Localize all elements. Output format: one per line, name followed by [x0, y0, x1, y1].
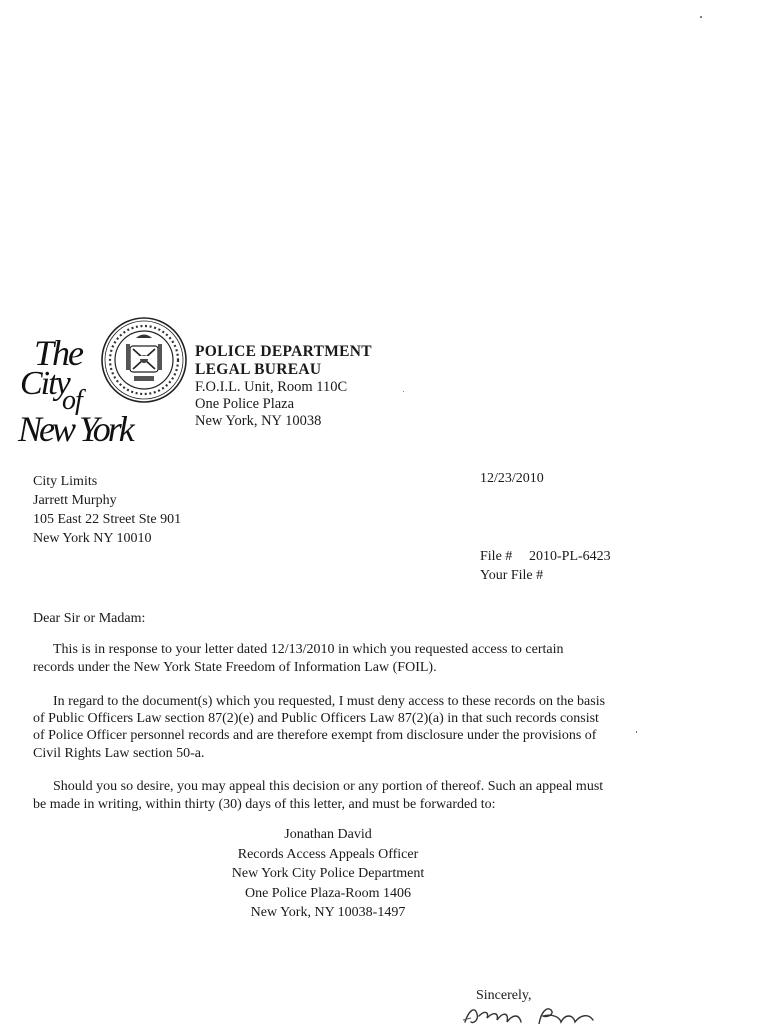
- salutation: Dear Sir or Madam:: [33, 611, 146, 626]
- sender-city: New York, NY 10038: [195, 413, 322, 429]
- sender-address: One Police Plaza: [195, 396, 295, 412]
- file-label: File #: [480, 549, 513, 564]
- bureau-name: LEGAL BUREAU: [195, 361, 322, 378]
- logo-line-the: The: [34, 333, 82, 373]
- appeals-officer-title: Records Access Appeals Officer: [237, 846, 419, 862]
- foil-unit: F.O.I.L. Unit, Room 110C: [195, 379, 348, 395]
- appeals-officer-city: New York, NY 10038-1497: [250, 905, 406, 921]
- paragraph-2-line-4: Civil Rights Law section 50-a.: [33, 746, 205, 761]
- logo-line-city: City: [20, 365, 69, 402]
- paragraph-1-line-2: records under the New York State Freedom of Information Law (FOIL).: [33, 660, 437, 675]
- recipient-city: New York NY 10010: [33, 531, 152, 546]
- signature-icon: [455, 1000, 615, 1024]
- recipient-organization: City Limits: [33, 474, 98, 489]
- appeals-officer-address: [198, 825, 458, 923]
- paragraph-3-line-1: Should you so desire, you may appeal this decision or any portion of thereof. Such an appeal must: [53, 779, 604, 794]
- scan-speck: [636, 731, 637, 733]
- closing: Sincerely,: [476, 988, 532, 1003]
- paragraph-3-line-2: be made in writing, within thirty (30) days of this letter, and must be forwarded to:: [33, 797, 496, 812]
- paragraph-2-line-2: of Public Officers Law section 87(2)(e) and Public Officers Law 87(2)(a) in that such records consist: [33, 711, 599, 726]
- scan-speck: [403, 391, 404, 392]
- city-seal-icon: [100, 316, 188, 404]
- your-file-label: Your File #: [480, 568, 544, 583]
- recipient-street: 105 East 22 Street Ste 901: [33, 512, 182, 527]
- file-number: 2010-PL-6423: [529, 549, 611, 564]
- scan-speck: [700, 16, 702, 18]
- paragraph-1-line-1: This is in response to your letter dated 12/13/2010 in which you requested access to certain: [53, 642, 564, 657]
- recipient-name: Jarrett Murphy: [33, 493, 117, 508]
- paragraph-2-line-3: of Police Officer personnel records and are therefore exempt from disclosure under the provisions of: [33, 728, 597, 743]
- logo-line-new-york: New York: [18, 409, 132, 449]
- appeals-officer-street: One Police Plaza-Room 1406: [244, 885, 412, 901]
- department-name: POLICE DEPARTMENT: [195, 343, 372, 360]
- logo-line-of: of: [62, 385, 82, 416]
- appeals-officer-name: Jonathan David: [284, 827, 372, 842]
- letter-date: 12/23/2010: [480, 471, 544, 486]
- appeals-officer-department: New York City Police Department: [231, 866, 425, 882]
- paragraph-2-line-1: In regard to the document(s) which you requested, I must deny access to these records on the basis: [53, 694, 606, 709]
